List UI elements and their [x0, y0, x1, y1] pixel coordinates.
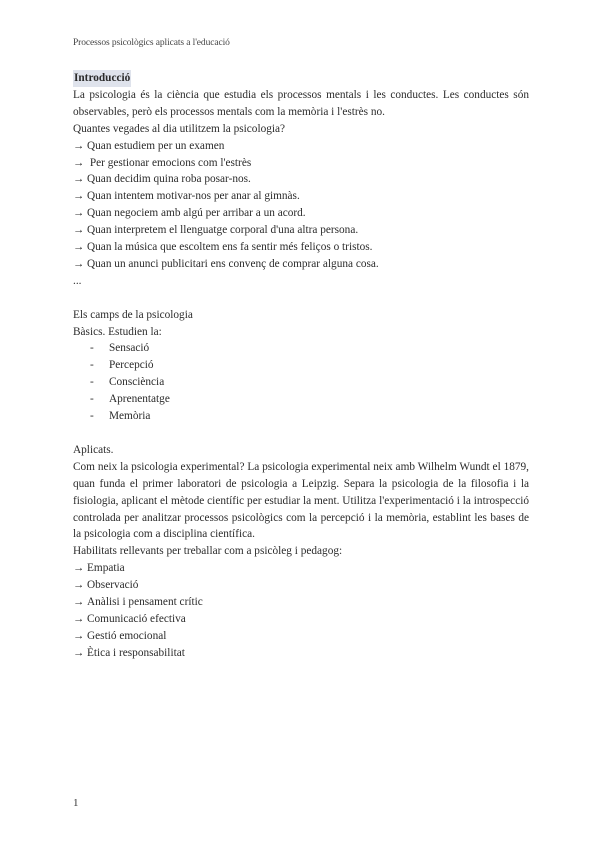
list-item [73, 171, 529, 188]
list-item-text: Per gestionar emocions com l'estrès [87, 156, 252, 169]
list-item [73, 205, 529, 222]
dash-bullet-icon: - [90, 410, 94, 423]
arrow-icon: → [73, 173, 85, 186]
arrow-icon: → [73, 224, 85, 237]
list-item [73, 408, 529, 425]
list-item-text: Comunicació efectiva [87, 612, 186, 625]
running-header: Processos psicològics aplicats a l'educació [73, 38, 230, 48]
list-item-text: Percepció [109, 359, 154, 372]
arrow-icon: → [73, 190, 85, 203]
usage-list [73, 138, 529, 273]
list-item [73, 256, 529, 273]
list-item [73, 611, 529, 628]
list-item-text: Quan intentem motivar-nos per anar al gimnàs. [87, 190, 300, 203]
list-item-text: Aprenentatge [109, 393, 170, 406]
list-item [73, 645, 529, 662]
list-item [73, 155, 529, 172]
document-body [73, 70, 529, 662]
dash-bullet-icon: - [90, 376, 94, 389]
dash-bullet-icon: - [90, 359, 94, 372]
list-item [73, 138, 529, 155]
list-item-text: Empatia [87, 562, 125, 575]
list-item [73, 391, 529, 408]
intro-paragraph: La psicologia és la ciència que estudia els processos mentals i les conductes. Les conductes són observables, però els processos mentals com la memòria i l'estrès no. [73, 88, 529, 118]
skills-list [73, 560, 529, 661]
dash-bullet-icon: - [90, 342, 94, 355]
fields-heading: Els camps de la psicologia [73, 308, 193, 321]
list-item-text: Quan estudiem per un examen [87, 139, 225, 152]
list-item-text: Ètica i responsabilitat [87, 646, 185, 659]
list-item [73, 188, 529, 205]
spacer [73, 425, 529, 442]
dash-bullet-icon: - [90, 393, 94, 406]
list-item-text: Sensació [109, 342, 150, 355]
list-item [73, 594, 529, 611]
arrow-icon: → [73, 646, 85, 659]
arrow-icon: → [73, 156, 85, 169]
section-title: Introducció [73, 70, 131, 87]
arrow-icon: → [73, 562, 85, 575]
arrow-icon: → [73, 139, 85, 152]
applied-label: Aplicats. [73, 443, 114, 456]
ellipsis: ... [73, 274, 82, 287]
arrow-icon: → [73, 579, 85, 592]
arrow-icon: → [73, 612, 85, 625]
arrow-icon: → [73, 596, 85, 609]
list-item [73, 340, 529, 357]
intro-question: Quantes vegades al dia utilitzem la psicologia? [73, 122, 286, 135]
skills-heading: Habilitats rellevants per treballar com a psicòleg i pedagog: [73, 545, 343, 558]
list-item [73, 222, 529, 239]
basics-list [73, 340, 529, 425]
list-item-text: Observació [87, 579, 139, 592]
list-item-text: Gestió emocional [87, 629, 167, 642]
list-item-text: Consciència [109, 376, 165, 389]
list-item-text: Quan negociem amb algú per arribar a un acord. [87, 207, 306, 220]
list-item [73, 357, 529, 374]
spacer [73, 290, 529, 307]
arrow-icon: → [73, 241, 85, 254]
list-item [73, 239, 529, 256]
list-item-text: Anàlisi i pensament crític [87, 596, 203, 609]
list-item-text: Quan decidim quina roba posar-nos. [87, 173, 251, 186]
list-item [73, 577, 529, 594]
arrow-icon: → [73, 629, 85, 642]
list-item-text: Quan interpretem el llenguatge corporal d'una altra persona. [87, 224, 359, 237]
page-number: 1 [73, 797, 79, 809]
list-item [73, 628, 529, 645]
list-item-text: Quan la música que escoltem ens fa sentir més feliços o tristos. [87, 241, 373, 254]
list-item [73, 560, 529, 577]
list-item-text: Memòria [109, 410, 151, 423]
list-item-text: Quan un anunci publicitari ens convenç de comprar alguna cosa. [87, 257, 379, 270]
list-item [73, 374, 529, 391]
arrow-icon: → [73, 257, 85, 270]
history-paragraph: Com neix la psicologia experimental? La psicologia experimental neix amb Wilhelm Wundt el 1879, quan funda el primer laboratori de psicologia a Leipzig. Separa la psicologia de la filosofia i la fisiologia, aplicant el mètode científic per estudiar la ment. Utilitza l'experimentació i la introspecció controlada per analitzar processos psicològics com la percepció i la memòria, establint les bases de la psicologia com a disciplina científica. [73, 460, 529, 541]
intro-title-line [73, 70, 529, 87]
basics-label: Bàsics. Estudien la: [73, 325, 162, 338]
arrow-icon: → [73, 207, 85, 220]
